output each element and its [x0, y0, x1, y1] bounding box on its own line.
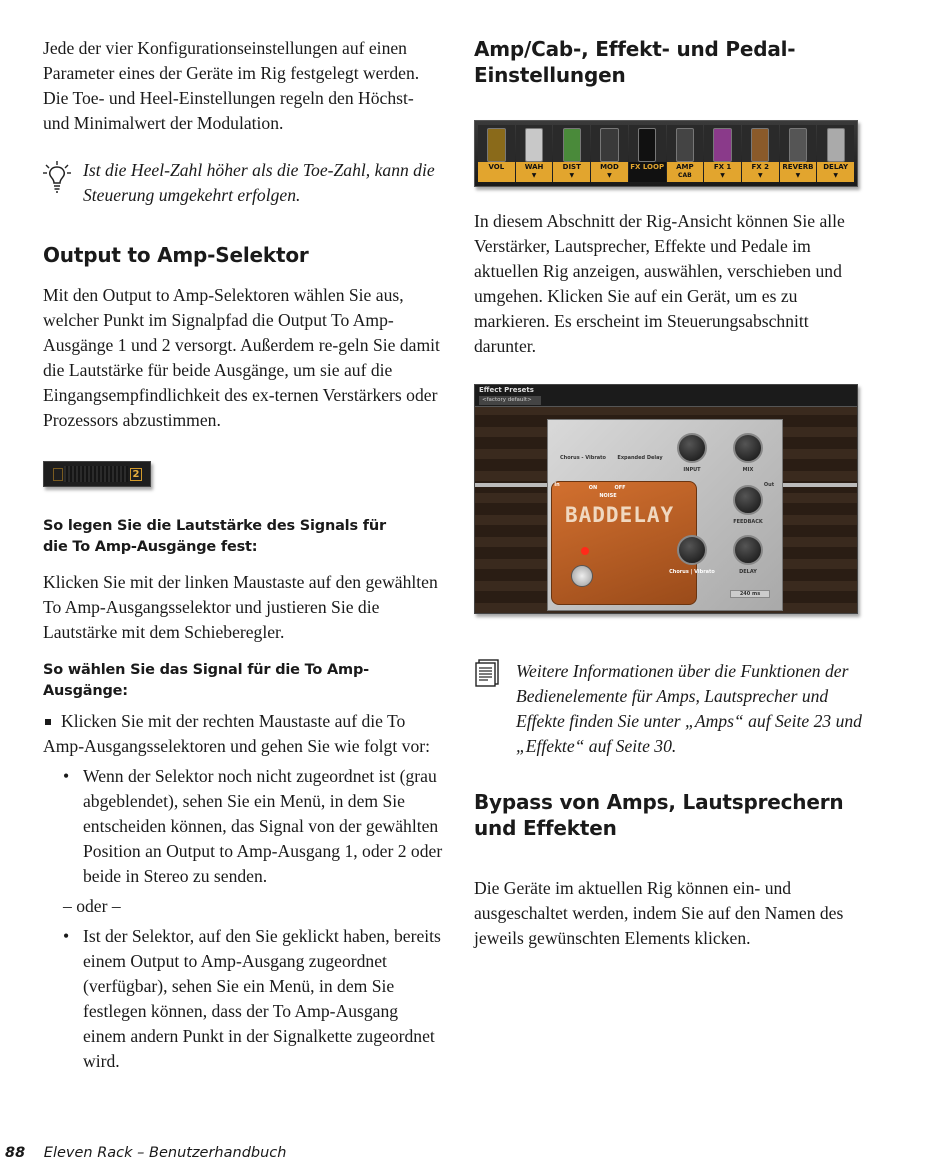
tip-text: Ist die Heel-Zahl höher als die Toe-Zahl, kann die Steuerung umgekehrt erfolgen.: [83, 160, 435, 205]
delay-time-display[interactable]: 240 ms: [730, 590, 770, 598]
delay-knob-label: DELAY: [739, 569, 757, 575]
signal-options-list: [63, 764, 443, 889]
rig-label-vol[interactable]: [478, 162, 515, 182]
in-label: In: [554, 482, 560, 488]
expanded-delay-label: Expanded Delay: [617, 455, 663, 461]
signal-text: Klicken Sie mit der rechten Maustaste auf die To Amp-Ausgangsselektoren und gehen Sie wie folgt vor:: [43, 711, 430, 756]
chorus-vibrato-knob-label: Chorus | Vibrato: [669, 569, 715, 575]
selector-slot-1[interactable]: [53, 468, 63, 481]
rig-slot-mod[interactable]: [591, 125, 628, 165]
dropdown-arrow-icon: ▼: [833, 172, 838, 179]
mix-knob-label: MIX: [742, 467, 754, 473]
output-to-amp-selector[interactable]: [43, 461, 151, 487]
rig-label-text: REVERB: [782, 163, 814, 171]
volume-paragraph: Klicken Sie mit der linken Maustaste auf den gewählten To Amp-Ausgangsselektor und justieren Sie die Lautstärke mit dem Schieberegler.: [43, 572, 438, 642]
mix-knob[interactable]: [733, 433, 763, 463]
right-column: [474, 36, 869, 951]
chorus-vibrato-label: Chorus - Vibrato: [560, 455, 606, 461]
oder-separator: – oder –: [63, 896, 121, 916]
heading-signal: So wählen Sie das Signal für die To Amp-Ausgänge:: [43, 662, 369, 699]
tip-box: [43, 158, 443, 208]
signal-paragraph: [43, 709, 443, 759]
list-item: • Wenn der Selektor noch nicht zugeordnet ist (grau abgeblendet), sehen Sie ein Menü, in dem Sie entscheiden können, das Signal von der gewählten Position an Output to Amp-Ausgang 1, oder 2 oder beide in Stereo zu senden.: [63, 764, 443, 889]
rig-label-wah[interactable]: [516, 162, 553, 182]
output-cable: [781, 483, 858, 487]
dropdown-arrow-icon: ▼: [607, 172, 612, 179]
orange-pedal-face: [551, 481, 697, 605]
rig-slot-reverb[interactable]: [780, 125, 817, 165]
dropdown-arrow-icon: ▼: [531, 172, 537, 179]
heading-ampcab-line-1: Amp/Cab-, Effekt- und Pedal-: [474, 37, 796, 61]
rig-paragraph: In diesem Abschnitt der Rig-Ansicht können Sie alle Verstärker, Lautsprecher, Effekte und Pedale im aktuellen Rig anzeigen, auswählen, verschieben und umgehen. Klicken Sie auf ein Gerät, um es zu markieren. Es erscheint im Steuerungsabschnitt darunter.: [474, 211, 845, 356]
feedback-knob[interactable]: [733, 485, 763, 515]
rig-label-fx-1[interactable]: [704, 162, 741, 182]
preset-dropdown[interactable]: <factory default>: [479, 396, 541, 405]
device-graphic: [713, 128, 731, 162]
chorus-vibrato-knob[interactable]: [677, 535, 707, 565]
on-label: ON: [588, 485, 598, 491]
rig-device-labels: [478, 162, 854, 182]
rig-slot-delay[interactable]: [817, 125, 854, 165]
rig-label-text: DELAY: [823, 163, 849, 171]
dropdown-arrow-icon: ▼: [720, 172, 725, 179]
lightbulb-icon: [43, 158, 83, 208]
device-graphic: [600, 128, 618, 162]
rig-slot-dist[interactable]: [553, 125, 590, 165]
selector-slot-2[interactable]: 2: [130, 468, 142, 481]
device-graphic: [638, 128, 656, 162]
rig-label-delay[interactable]: [817, 162, 854, 182]
plugin-header: [475, 385, 857, 407]
left-column: [43, 36, 443, 1074]
list-item: • Ist der Selektor, auf den Sie geklickt haben, bereits einem Output to Amp-Ausgang zugeordnet (verfügbar), sehen Sie ein Menü, in dem Sie festlegen können, dass der To Amp-Ausgang einem andern Punkt in der Signalkette zugeordnet wird.: [63, 924, 443, 1074]
rig-label-text: VOL: [488, 163, 505, 171]
heading-volume-line-2: die To Amp-Ausgänge fest:: [43, 539, 258, 555]
document-icon: [474, 659, 516, 759]
noise-label: NOISE: [599, 493, 617, 499]
heading-output-to-amp: Output to Amp-Selektor: [43, 243, 309, 267]
footswitch[interactable]: [571, 565, 593, 587]
rig-view-strip: [474, 120, 858, 187]
power-led: [581, 547, 589, 555]
device-graphic: [487, 128, 505, 162]
heading-bypass-line-2: und Effekten: [474, 816, 617, 840]
device-graphic: [827, 128, 845, 162]
input-knob-label: INPUT: [683, 467, 701, 473]
intro-paragraph: Jede der vier Konfigurationseinstellungen auf einen Parameter eines der Geräte im Rig festgelegt werden. Die Toe- und Heel-Einstellungen regeln den Höchst- und Minimalwert der Modulation.: [43, 38, 420, 133]
feedback-knob-label: FEEDBACK: [733, 519, 763, 525]
rig-label-text: FX LOOP: [630, 163, 665, 171]
note-text: Weitere Informationen über die Funktionen der Bedienelemente für Amps, Lautsprecher und Effekte finden Sie unter „Amps“ auf Seite 23 und „Effekte“ auf Seite 30.: [516, 661, 862, 756]
rig-label-dist[interactable]: [553, 162, 590, 182]
rig-label-text: MOD: [600, 163, 619, 171]
manual-title: Eleven Rack – Benutzerhandbuch: [43, 1145, 287, 1161]
effect-presets-title: Effect Presets: [479, 386, 534, 394]
rig-label-text: FX 1: [713, 163, 732, 171]
rig-label-amp[interactable]: [667, 162, 704, 182]
device-graphic: [563, 128, 581, 162]
rig-label-mod[interactable]: [591, 162, 628, 182]
bad-delay-logo: BADDELAY: [565, 503, 675, 527]
output-paragraph: Mit den Output to Amp-Selektoren wählen Sie aus, welcher Punkt im Signalpfad die Output To Amp-Ausgänge 1 und 2 versorgt. Außerdem re-geln Sie damit die Lautstärke für beide Ausgänge, um sie auf die Eingangsempfindlichkeit des ex-ternen Verstärkers oder Prozessors abzustimmen.: [43, 285, 440, 430]
rig-slot-fx-2[interactable]: [742, 125, 779, 165]
device-graphic: [525, 128, 543, 162]
rig-label-reverb[interactable]: [780, 162, 817, 182]
rig-slot-wah[interactable]: [516, 125, 553, 165]
dropdown-arrow-icon: ▼: [757, 172, 763, 179]
rig-label-text: FX 2: [751, 163, 770, 171]
cab-sublabel: CAB: [678, 172, 692, 179]
rig-slot-fx-1[interactable]: [704, 125, 741, 165]
heading-volume-line-1: So legen Sie die Lautstärke des Signals für: [43, 518, 386, 534]
bypass-paragraph: Die Geräte im aktuellen Rig können ein- und ausgeschaltet werden, indem Sie auf den Namen des jeweils gewünschten Elements klicken.: [474, 878, 844, 948]
rig-label-text: DIST: [562, 163, 581, 171]
rig-slot-amp[interactable]: [667, 125, 704, 165]
page-number: 88: [5, 1145, 26, 1161]
rig-label-text: WAH: [524, 163, 544, 171]
rig-device-slots: [478, 125, 854, 165]
bad-delay-plugin-window: [474, 384, 858, 614]
rig-label-fx-2[interactable]: [742, 162, 779, 182]
square-bullet-icon: [45, 719, 51, 725]
rig-slot-vol[interactable]: [478, 125, 515, 165]
input-cable: [475, 483, 549, 487]
dropdown-arrow-icon: ▼: [569, 172, 575, 179]
rig-slot-fx-loop[interactable]: [629, 125, 666, 165]
heading-ampcab-line-2: Einstellungen: [474, 63, 626, 87]
off-label: OFF: [614, 485, 626, 491]
device-graphic: [676, 128, 694, 162]
selector-grill: [64, 466, 128, 482]
input-knob[interactable]: [677, 433, 707, 463]
device-graphic: [751, 128, 769, 162]
delay-knob[interactable]: [733, 535, 763, 565]
dropdown-arrow-icon: ▼: [795, 172, 801, 179]
note-box: [474, 659, 869, 759]
signal-options-list-2: [63, 924, 443, 1074]
rig-label-fx-loop[interactable]: [629, 162, 666, 182]
heading-bypass-line-1: Bypass von Amps, Lautsprechern: [474, 790, 844, 814]
out-label: Out: [763, 482, 775, 488]
page-footer: [5, 1145, 286, 1161]
rig-label-text: AMP: [676, 163, 694, 171]
device-graphic: [789, 128, 807, 162]
